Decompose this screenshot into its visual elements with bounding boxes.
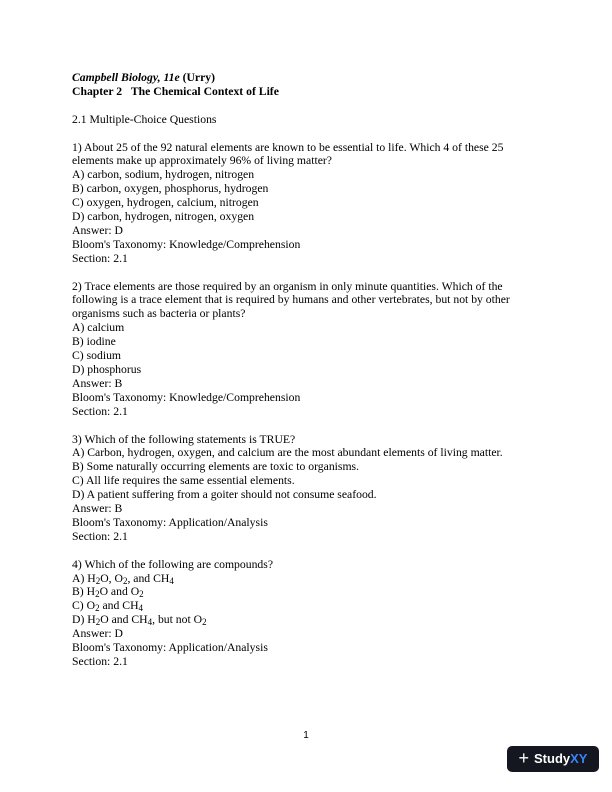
book-title: Campbell Biology, 11e (Urry)	[72, 71, 216, 84]
question-3	[72, 433, 542, 544]
answer: Answer: D	[72, 627, 123, 641]
question-2	[72, 280, 542, 419]
page-number: 1	[303, 730, 309, 741]
option-d: D) A patient suffering from a goiter should not consume seafood.	[72, 488, 377, 502]
option-b: B) carbon, oxygen, phosphorus, hydrogen	[72, 182, 269, 196]
question-stem: elements make up approximately 96% of living matter?	[72, 154, 332, 168]
option-a: A) $H_2O$, $O_2$, and $CH_4$	[72, 571, 174, 586]
question-stem: 3) Which of the following statements is TRUE?	[72, 432, 296, 446]
section-ref: Section: 2.1	[72, 251, 128, 265]
answer: Answer: B	[72, 376, 123, 390]
blooms-taxonomy: Bloom's Taxonomy: Application/Analysis	[72, 641, 268, 655]
plus-icon: +	[518, 748, 530, 768]
question-stem: 1) About 25 of the 92 natural elements are known to be essential to life. Which 4 of these 25	[72, 140, 504, 154]
option-d: D) $H_2O$ and $CH_4$, but not $O_2$	[72, 613, 207, 628]
answer: Answer: B	[72, 502, 123, 516]
option-b: B) Some naturally occurring elements are toxic to organisms.	[72, 460, 360, 474]
option-c: C) sodium	[72, 349, 122, 363]
option-b: B) $H_2O$ and $O_2$	[72, 585, 144, 600]
blooms-taxonomy: Bloom's Taxonomy: Knowledge/Comprehension	[72, 237, 301, 251]
option-c: C) All life requires the same essential elements.	[72, 474, 295, 488]
question-stem: 2) Trace elements are those required by an organism in only minute quantities. Which of the	[72, 279, 503, 293]
question-1	[72, 141, 542, 266]
section-ref: Section: 2.1	[72, 529, 128, 543]
chapter-heading: Chapter 2 The Chemical Context of Life	[72, 84, 279, 98]
blooms-taxonomy: Bloom's Taxonomy: Application/Analysis	[72, 515, 268, 529]
option-a: A) carbon, sodium, hydrogen, nitrogen	[72, 168, 255, 182]
question-4	[72, 558, 542, 669]
option-c: C) oxygen, hydrogen, calcium, nitrogen	[72, 196, 259, 210]
answer: Answer: D	[72, 223, 123, 237]
brand-name: StudyXY	[534, 751, 588, 767]
section-ref: Section: 2.1	[72, 404, 128, 418]
section-ref: Section: 2.1	[72, 654, 128, 668]
question-stem: 4) Which of the following are compounds?	[72, 557, 274, 571]
option-a: A) calcium	[72, 321, 125, 335]
blooms-taxonomy: Bloom's Taxonomy: Knowledge/Comprehension	[72, 390, 301, 404]
option-a: A) Carbon, hydrogen, oxygen, and calcium are the most abundant elements of living matter.	[72, 446, 503, 460]
option-d: D) phosphorus	[72, 362, 142, 376]
question-stem: organisms such as bacteria or plants?	[72, 307, 246, 321]
option-d: D) carbon, hydrogen, nitrogen, oxygen	[72, 210, 255, 224]
option-b: B) iodine	[72, 335, 116, 349]
option-c: C) $O_2$ and $CH_4$	[72, 599, 144, 614]
section-title: 2.1 Multiple-Choice Questions	[72, 112, 217, 126]
question-stem: following is a trace element that is required by humans and other vertebrates, but not by other	[72, 293, 510, 307]
studyxy-badge[interactable]	[507, 746, 599, 772]
document-page	[72, 71, 542, 669]
